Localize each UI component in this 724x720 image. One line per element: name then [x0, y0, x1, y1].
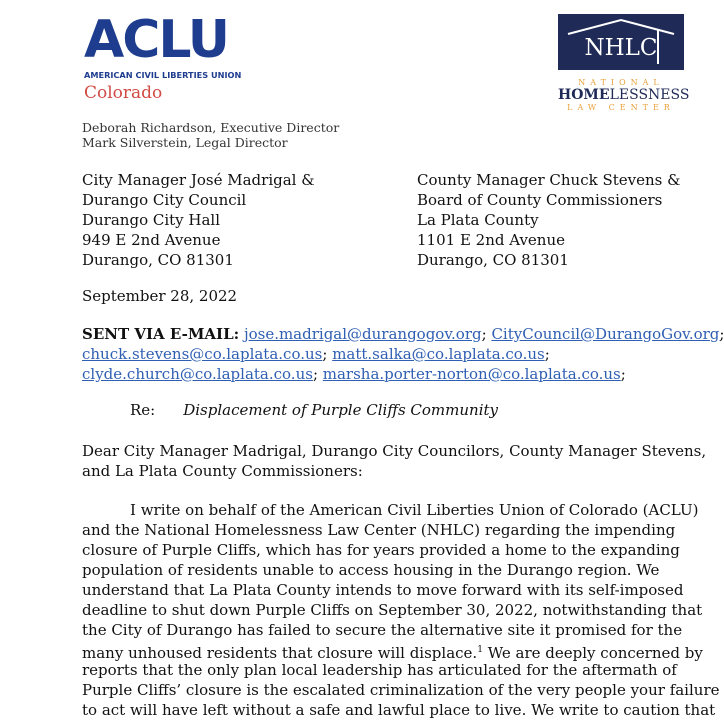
body-text: many unhoused residents that closure will displace.	[82, 644, 478, 662]
nhlc-line-law-center: LAW CENTER	[567, 103, 675, 112]
nhlc-home: HOME	[558, 87, 610, 103]
aclu-state: Colorado	[84, 83, 163, 103]
salutation-line: Dear City Manager Madrigal, Durango City Councilors, County Manager Stevens,	[82, 442, 707, 460]
address-line: Durango City Council	[82, 191, 247, 209]
body-line: and the National Homelessness Law Center (NHLC) regarding the impending	[82, 521, 676, 539]
body-text: We are deeply concerned by	[487, 644, 703, 662]
recipient-county-address	[417, 170, 681, 270]
nhlc-emblem	[558, 14, 684, 70]
email-link[interactable]: clyde.church@co.laplata.co.us	[82, 365, 313, 383]
address-line: La Plata County	[417, 211, 539, 229]
email-link[interactable]: jose.madrigal@durangogov.org	[243, 325, 482, 343]
address-line: Durango City Hall	[82, 211, 221, 229]
re-line	[130, 400, 498, 420]
sent-via-line-2: chuck.stevens@co.laplata.co.us; matt.salka@co.laplata.co.us;	[82, 345, 550, 363]
address-line: 949 E 2nd Avenue	[82, 231, 221, 249]
nhlc-lessness: LESSNESS	[609, 87, 690, 103]
footnote-marker[interactable]: 1	[477, 645, 483, 655]
body-line: Purple Cliffs’ closure is the escalated criminalization of the very people your failure	[82, 681, 720, 699]
sent-via-label: SENT VIA E-MAIL:	[82, 325, 240, 343]
recipient-city-address	[82, 170, 315, 270]
email-link[interactable]: marsha.porter-norton@co.laplata.co.us	[322, 365, 621, 383]
address-line: 1101 E 2nd Avenue	[417, 231, 566, 249]
legal-director: Mark Silverstein, Legal Director	[82, 135, 288, 150]
sent-via-line-3: clyde.church@co.laplata.co.us; marsha.porter-norton@co.laplata.co.us;	[82, 365, 626, 383]
sent-via-line-1: SENT VIA E-MAIL: jose.madrigal@durangogov.org; CityCouncil@DurangoGov.org;	[82, 325, 724, 343]
aclu-wordmark: ACLU	[84, 10, 228, 70]
body-line: the City of Durango has failed to secure the alternative site it promised for the	[82, 621, 683, 639]
nhlc-line-homelessness	[558, 87, 690, 103]
letter-date: September 28, 2022	[82, 287, 238, 305]
aclu-logo	[84, 10, 244, 103]
re-subject: Displacement of Purple Cliffs Community	[183, 401, 498, 419]
salutation-line: and La Plata County Commissioners:	[82, 462, 363, 480]
address-line: Durango, CO 81301	[417, 251, 569, 269]
body-line: closure of Purple Cliffs, which has for years provided a home to the expanding	[82, 541, 680, 559]
body-line: I write on behalf of the American Civil Liberties Union of Colorado (ACLU)	[130, 501, 699, 519]
nhlc-line-national: NATIONAL	[578, 78, 664, 87]
address-line: Board of County Commissioners	[417, 191, 663, 209]
nhlc-logo	[558, 14, 690, 112]
address-line: County Manager Chuck Stevens &	[417, 171, 681, 189]
address-line: City Manager José Madrigal &	[82, 171, 315, 189]
body-line: understand that La Plata County intends to move forward with its self-imposed	[82, 581, 684, 599]
address-line: Durango, CO 81301	[82, 251, 234, 269]
email-link[interactable]: CityCouncil@DurangoGov.org	[491, 325, 720, 343]
aclu-full-name: AMERICAN CIVIL LIBERTIES UNION	[84, 70, 242, 80]
email-link[interactable]: matt.salka@co.laplata.co.us	[332, 345, 545, 363]
body-line: population of residents unable to access housing in the Durango region. We	[82, 561, 660, 579]
re-label: Re:	[130, 401, 156, 419]
body-line: to act will have left without a safe and lawful place to live. We write to caution that	[82, 701, 716, 719]
nhlc-abbr: NHLC	[584, 35, 658, 61]
executive-director: Deborah Richardson, Executive Director	[82, 120, 340, 135]
body-line: reports that the only plan local leadership has articulated for the aftermath of	[82, 661, 677, 679]
email-link[interactable]: chuck.stevens@co.laplata.co.us	[82, 345, 323, 363]
body-line: deadline to shut down Purple Cliffs on September 30, 2022, notwithstanding that	[82, 601, 703, 619]
